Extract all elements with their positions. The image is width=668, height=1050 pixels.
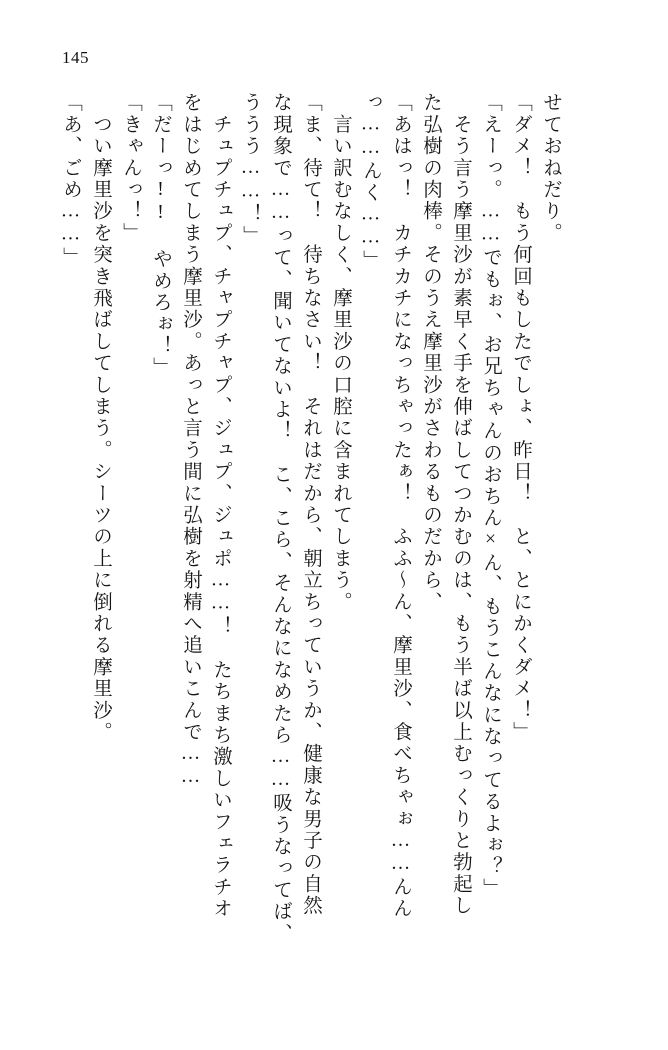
text-column: をはじめてしまう摩里沙。あっと言う間に弘樹を射精へ追いこんで…… [180,92,201,790]
text-column: 「ま、待て！ 待ちなさい！ それはだから、朝立ちっていうか、健康な男子の自然 [300,92,321,917]
text-column: な現象で……って、聞いてないよ！ こ、こら、そんなになめたら……吸うなってば、 [270,92,291,945]
vertical-text-block [50,92,610,992]
text-column: 「えーっ。……でもぉ、お兄ちゃんのおちん×ん、もうこんなになってるよぉ？」 [480,92,501,900]
text-column: 「きゃんっ！」 [120,92,141,244]
text-column: ううう……！」 [240,92,261,247]
text-column: 「だーっ!! やめろぉ！」 [150,92,171,379]
text-column: つい摩里沙を突き飛ばしてしまう。シーツの上に倒れる摩里沙。 [90,92,111,743]
text-column: 「ダメ！ もう何回もしたでしょ、昨日！ と、とにかくダメ！」 [510,92,531,743]
text-column: チュプチュプ、チャプチャプ、ジュプ、ジュポ……！ たちまち激しいフェラチオ [210,92,231,920]
text-column: せておねだり。 [540,92,561,244]
text-column: 「あはっ！ カチカチになっちゃったぁ！ ふふ～ん、摩里沙、食べちゃぉ……んん [390,92,411,920]
text-column: 「あ、ごめ……」 [60,92,81,269]
text-column: そう言う摩里沙が素早く手を伸ばしてつかむのは、もう半ば以上むっくりと勃起し [450,92,471,917]
page-number: 145 [62,48,89,67]
text-column: っ……んく……」 [360,92,381,272]
text-column: 言い訳むなしく、摩里沙の口腔に含まれてしまう。 [330,92,351,613]
text-column: た弘樹の肉棒。そのうえ摩里沙がさわるものだから、 [420,92,441,613]
